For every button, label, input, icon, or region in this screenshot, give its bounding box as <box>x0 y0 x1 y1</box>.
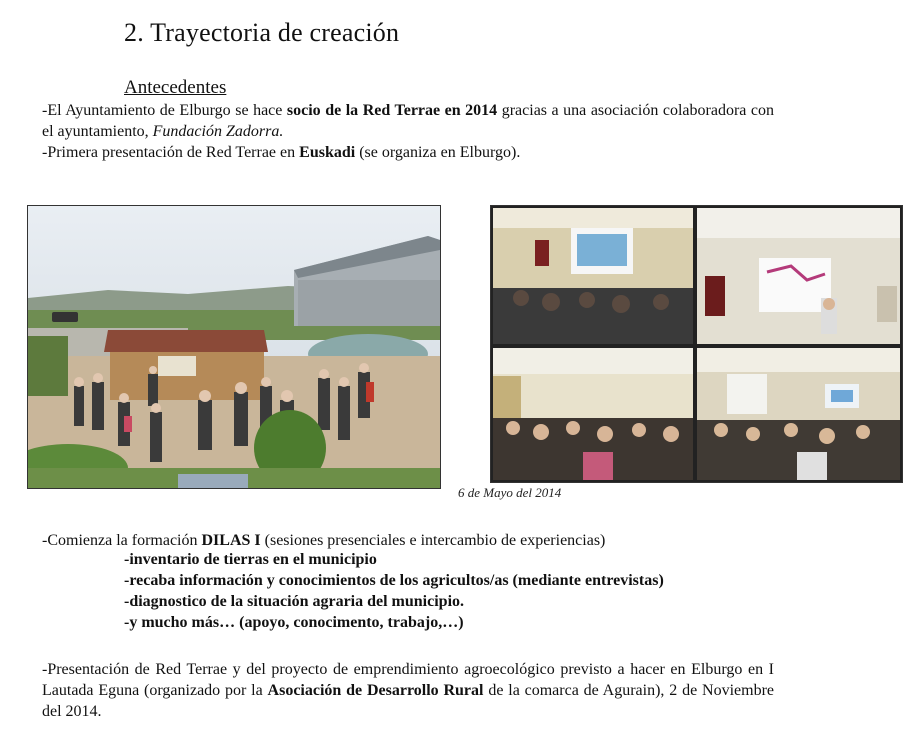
photo-collage-presentation <box>490 205 903 483</box>
training-item: -recaba información y conocimientos de los agricultos/as (mediante entrevistas) <box>124 572 664 589</box>
text-run: de la comarca de Agurain), 2 de Noviembre del 2014. <box>42 682 774 720</box>
text-run-italic: Fundación Zadorra. <box>152 123 284 140</box>
training-item: -inventario de tierras en el municipio <box>124 551 377 568</box>
text-run: gracias a una asociación colaboradora con el ayuntamiento, <box>42 102 775 140</box>
photo-outdoor-group <box>27 205 441 489</box>
training-item: -diagnostico de la situación agraria del municipio. <box>124 593 465 610</box>
text-run: (se organiza en Elburgo). <box>355 144 521 161</box>
paragraph-training <box>42 530 774 551</box>
text-run-bold: DILAS I <box>201 532 261 549</box>
text-run-bold: Euskadi <box>299 144 356 161</box>
text-run-bold: socio de la Red Terrae en 2014 <box>286 102 498 119</box>
section-subheading: Antecedentes <box>124 77 227 98</box>
text-run: -El Ayuntamiento de Elburgo se hace <box>42 102 287 119</box>
paragraph-lautada-eguna <box>42 659 774 722</box>
photo-outdoor-image <box>28 206 440 488</box>
training-item: -y mucho más… (apoyo, conocimento, trabajo,…) <box>124 614 464 631</box>
text-run: -Presentación de Red Terrae y del proyecto de emprendimiento agroecológico previsto a hacer en Elburgo en I Lautada Eguna (organizado por la <box>42 661 774 699</box>
text-run: -Primera presentación de Red Terrae en <box>42 144 300 161</box>
photo-caption: 6 de Mayo del 2014 <box>458 485 562 500</box>
paragraph-first-presentation <box>42 142 774 163</box>
page-title: 2. Trayectoria de creación <box>124 18 400 47</box>
text-run: -Comienza la formación <box>42 532 202 549</box>
photo-collage-image <box>491 206 902 482</box>
text-run: (sesiones presenciales e intercambio de experiencias) <box>260 532 606 549</box>
paragraph-membership <box>42 100 774 142</box>
text-run-bold: Asociación de Desarrollo Rural <box>267 682 484 699</box>
